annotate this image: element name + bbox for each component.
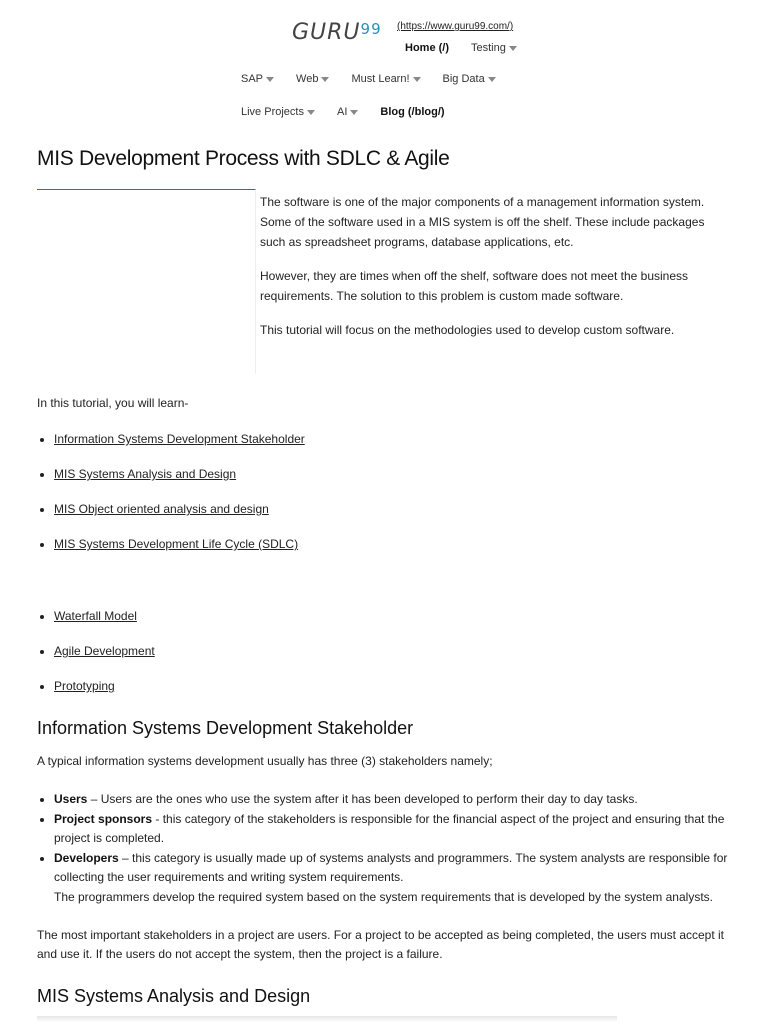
nav-item[interactable] — [241, 106, 315, 118]
stakeholder-desc: – this category is usually made up of systems analysts and programmers. The system analysts are responsible for collecting the user requirements and writing system requirements. — [54, 850, 728, 884]
nav-item-label: Web — [296, 73, 319, 85]
logo-number: 99 — [360, 20, 382, 38]
section-paragraph: The most important stakeholders in a project are users. For a project to be accepted as being completed, the users must accept it and use it. If the users do not accept the system, then the project is a failure. — [37, 928, 725, 961]
intro-text — [260, 192, 730, 354]
nav-item[interactable] — [296, 73, 329, 85]
intro-paragraph: This tutorial will focus on the methodologies used to develop custom software. — [260, 323, 675, 337]
stakeholder-desc: – Users are the ones who use the system after it has been developed to perform their day to day tasks. — [87, 792, 638, 806]
site-url-link-wrap — [397, 21, 513, 32]
toc-link[interactable]: Information Systems Development Stakeholder — [54, 432, 305, 446]
nav-row-2 — [241, 73, 518, 85]
toc-item — [54, 644, 155, 679]
caret-down-icon — [509, 46, 517, 51]
section-intro: A typical information systems development usually has three (3) stakeholders namely; — [37, 754, 493, 768]
learn-label: In this tutorial, you will learn- — [37, 396, 189, 410]
toc-item — [54, 537, 305, 572]
stakeholder-desc: - this category of the stakeholders is responsible for the financial aspect of the project and ensuring that the project is completed. — [54, 811, 725, 845]
ad-placeholder — [37, 189, 256, 374]
list-item — [54, 790, 754, 810]
intro-paragraph: However, they are times when off the shelf, software does not meet the business requirements. The solution to this problem is custom made software. — [260, 269, 689, 303]
cut-off-text — [37, 1016, 617, 1022]
caret-down-icon — [350, 110, 358, 115]
caret-down-icon — [321, 77, 329, 82]
nav-item[interactable] — [337, 106, 358, 118]
logo-text: GURU — [292, 20, 361, 45]
toc-link[interactable]: MIS Systems Analysis and Design — [54, 467, 237, 481]
toc-link[interactable]: Waterfall Model — [54, 609, 137, 623]
stakeholder-term: Project sponsors — [54, 811, 153, 826]
nav-item[interactable] — [405, 42, 449, 54]
intro-paragraph: The software is one of the major components of a management information system. Some of the software used in a MIS system is off the shelf. These include packages such as spreadsheet programs, database applications, etc. — [260, 195, 705, 249]
nav-item[interactable] — [380, 106, 444, 118]
nav-item[interactable] — [241, 73, 274, 85]
caret-down-icon — [488, 77, 496, 82]
nav-item[interactable] — [443, 73, 496, 85]
toc-link[interactable]: Prototyping — [54, 679, 115, 693]
toc-item — [54, 432, 305, 467]
page-title: MIS Development Process with SDLC & Agile — [37, 147, 450, 170]
nav-row-3 — [241, 106, 467, 118]
toc-link[interactable]: MIS Object oriented analysis and design — [54, 502, 269, 516]
nav-item-label: Home (/) — [405, 42, 449, 54]
guru99-logo[interactable] — [292, 20, 382, 45]
stakeholder-list — [37, 790, 754, 907]
nav-item-label: Big Data — [442, 73, 485, 85]
nav-item[interactable] — [471, 42, 517, 54]
toc-item — [54, 679, 155, 714]
stakeholder-extra: The programmers develop the required system based on the system requirements that is developed by the system analysts. — [54, 889, 713, 904]
nav-item-label: Testing — [471, 42, 506, 54]
nav-item-label: Blog (/blog/) — [380, 106, 445, 118]
toc-link[interactable]: Agile Development — [54, 644, 155, 658]
nav-item-label: AI — [336, 106, 348, 118]
caret-down-icon — [413, 77, 421, 82]
list-item — [54, 849, 754, 908]
stakeholder-term: Developers — [54, 850, 119, 865]
nav-item[interactable] — [351, 73, 420, 85]
caret-down-icon — [266, 77, 274, 82]
toc-item — [54, 609, 155, 644]
list-item — [54, 810, 754, 849]
section-heading-analysis: MIS Systems Analysis and Design — [37, 986, 311, 1006]
stakeholder-term: Users — [54, 792, 88, 806]
toc-link[interactable]: MIS Systems Development Life Cycle (SDLC) — [54, 537, 299, 551]
caret-down-icon — [307, 110, 315, 115]
nav-item-label: SAP — [241, 73, 264, 85]
toc-item — [54, 467, 305, 502]
table-of-contents-sub — [37, 609, 155, 714]
toc-item — [54, 502, 305, 537]
nav-item-label: Must Learn! — [351, 73, 410, 85]
site-url-link[interactable]: (https://www.guru99.com/) — [397, 21, 514, 32]
nav-item-label: Live Projects — [241, 106, 304, 118]
nav-row-1 — [405, 42, 539, 54]
section-heading-stakeholder: Information Systems Development Stakeholder — [37, 718, 414, 738]
table-of-contents — [37, 432, 305, 572]
site-header — [0, 0, 768, 140]
